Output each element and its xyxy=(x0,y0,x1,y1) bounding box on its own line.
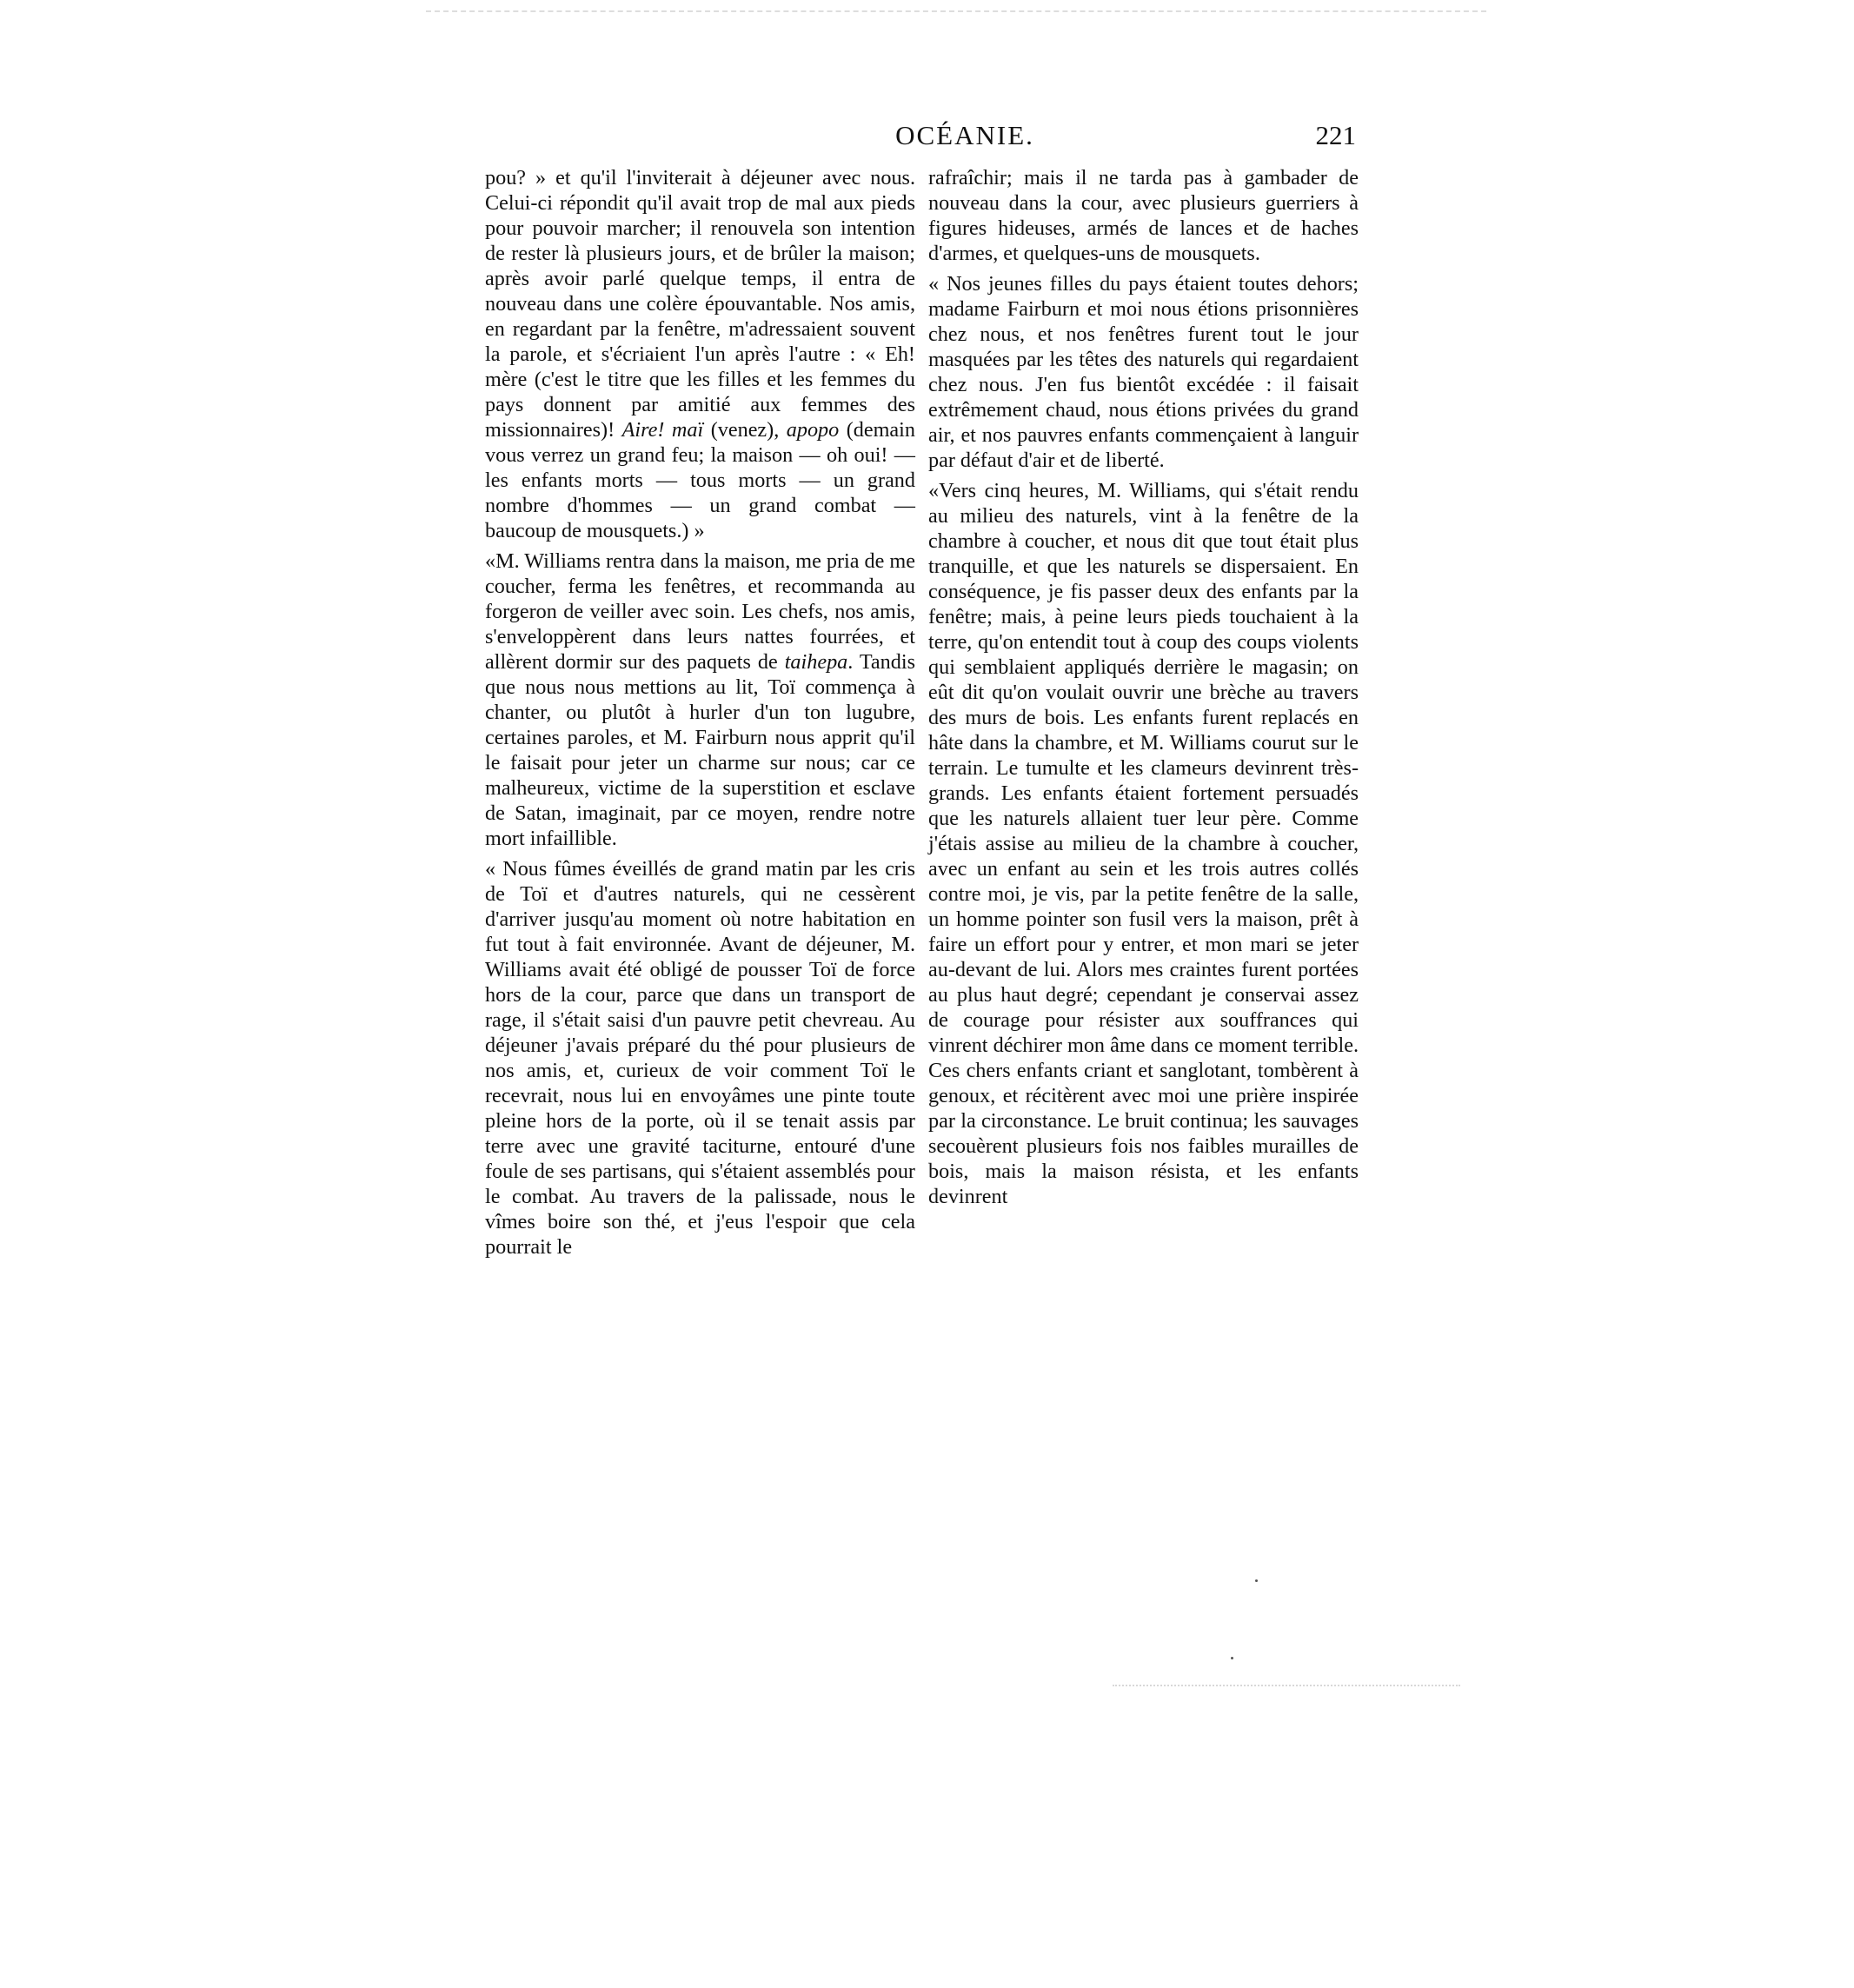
paragraph: «Vers cinq heures, M. Williams, qui s'était rendu au milieu des naturels, vint à la fenêtre de la chambre à coucher, et nous dit que tout était plus tranquille, et que les naturels se dispersaient. En conséquence, je fis passer deux des enfants par la fenêtre; mais, à peine leurs pieds touchaient à la terre, qu'on entendit tout à coup des coups violents qui semblaient appliqués derrière le magasin; on eût dit qu'on voulait ouvrir une brèche au travers des murs de bois. Les enfants furent replacés en hâte dans la chambre, et M. Williams courut sur le terrain. Le tumulte et les clameurs devinrent très-grands. Les enfants étaient fortement persuadés que les naturels allaient tuer leur père. Comme j'étais assise au milieu de la chambre à coucher, avec un enfant au sein et les trois autres collés contre moi, je vis, par la petite fenêtre de la salle, un homme pointer son fusil vers la maison, prêt à faire un effort pour y entrer, et mon mari se jeter au-devant de lui. Alors mes craintes furent portées au plus haut degré; cependant je conservai assez de courage pour résister aux souffrances qui vinrent déchirer mon âme dans ce moment terrible. Ces chers enfants criant et sanglotant, tombèrent à genoux, et récitèrent avec moi une prière inspirée par la circonstance. Le bruit continua; les sauvages secouèrent plusieurs fois nos faibles murailles de bois, mais la maison résista, et les enfants devinrent xyxy=(928,479,1359,1208)
paragraph xyxy=(485,856,915,1260)
paragraph-text: « Nous fûmes éveillés de grand matin par les cris de Toï et d'autres naturels, qui ne cessèrent d'arriver jusqu'au moment où notre habitation en fut tout à fait environnée. Avant de déjeuner, M. Williams avait été obligé de pousser Toï de force hors de la cour, parce que dans un transport de rage, il s'était saisi d'un pauvre petit chevreau. Au déjeuner j'avais préparé du thé pour plusieurs de nos amis, et, curieux de voir comment Toï le recevrait, nous lui en envoyâmes une pinte toute pleine hors de la porte, où il se tenait assis par terre avec une gravité taciturne, entouré d'une foule de ses partisans, qui s'étaient assemblés pour le combat. Au travers de la palissade, nous le vîmes boire son thé, et j'eus l'espoir que cela pourrait le xyxy=(485,857,915,1259)
scan-speck xyxy=(1255,1579,1258,1582)
scan-speck xyxy=(1231,1657,1233,1659)
right-column xyxy=(928,165,1359,1209)
italic-term: taihepa xyxy=(784,650,848,674)
running-title: OCÉANIE. xyxy=(895,120,1034,150)
paragraph: rafraîchir; mais il ne tarda pas à gambader de nouveau dans la cour, avec plusieurs guerriers à figures hideuses, armés de lances et de haches d'armes, et quelques-uns de mousquets. xyxy=(928,166,1359,265)
page-number: 221 xyxy=(1315,120,1356,150)
scan-edge-top xyxy=(426,10,1486,16)
italic-term: Aire! maï xyxy=(621,418,704,442)
paragraph-text: pou? » et qu'il l'inviterait à déjeuner avec nous. Celui-ci répondit qu'il avait trop de mal aux pieds pour pouvoir marcher; il renouvela son intention de rester là plusieurs jours, et de brûler la maison; après avoir parlé quelque temps, il entra de nouveau dans une colère épouvantable. Nos amis, en regardant par la fenêtre, m'adressaient souvent la parole, et s'écriaient l'un après l'autre : « Eh! mère (c'est le titre que les filles et les femmes du pays donnent par amitié aux femmes des missionnaires)! xyxy=(485,166,915,442)
left-column xyxy=(485,165,915,1260)
italic-term: apopo xyxy=(786,418,840,442)
paragraph: « Nos jeunes filles du pays étaient toutes dehors; madame Fairburn et moi nous étions prisonnières chez nous, et nos fenêtres furent tout le jour masquées par les têtes des naturels qui regardaient chez nous. J'en fus bientôt excédée : il faisait extrêmement chaud, nous étions privées du grand air, et nos pauvres enfants commençaient à languir par défaut d'air et de liberté. xyxy=(928,272,1359,472)
paragraph xyxy=(485,549,915,851)
paragraph-text: (venez), xyxy=(703,418,787,442)
paragraph-text: . Tandis que nous nous mettions au lit, Toï commença à chanter, ou plutôt à hurler d'un ton lugubre, certaines paroles, et M. Fairburn nous apprit qu'il le faisait pour jeter un charme sur nous; car ce malheureux, victime de la superstition et esclave de Satan, imaginait, par ce moyen, rendre notre mort infaillible. xyxy=(485,650,915,850)
paragraph xyxy=(485,165,915,543)
scan-edge-bottom xyxy=(1113,1685,1460,1689)
paragraph-text: (demain vous verrez un grand feu; la maison — oh oui! — les enfants morts — tous morts — un grand nombre d'hommes — un grand combat — baucoup de mousquets.) » xyxy=(485,418,915,542)
paragraph-text: «M. Williams rentra dans la maison, me pria de me coucher, ferma les fenêtres, et recommanda au forgeron de veiller avec soin. Les chefs, nos amis, s'enveloppèrent dans leurs nattes fourrées, et allèrent dormir sur des paquets de xyxy=(485,549,915,674)
